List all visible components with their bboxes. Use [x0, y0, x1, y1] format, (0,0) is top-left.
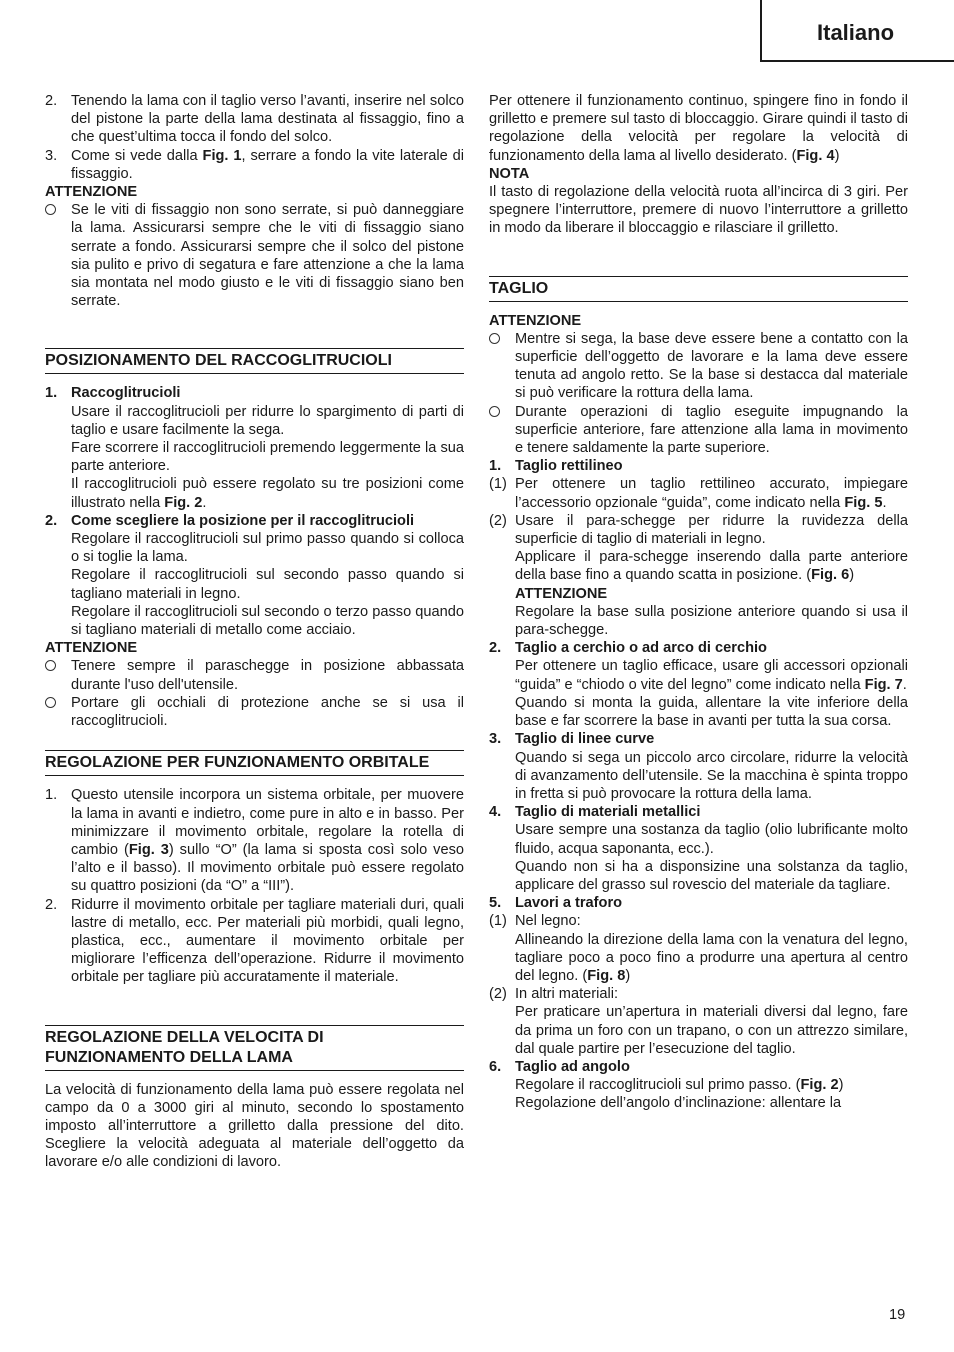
subheading: Lavori a traforo	[515, 895, 623, 912]
figure-ref: Fig. 4	[796, 147, 835, 164]
right-column: Per ottenere il funzionamento continuo, spingere fino in fondo il grilletto e premere sul tasto di bloccaggio. Girare quindi il tasto di regolazione della velocità per regolare la velocità di funzionamento della lama al livello desiderato. (Fig. 4) NOTA Il tasto di regolazione della velocità ruota all’incirca di 3 giri. Per spegnere l’interruttore, premere di nuovo l’interruttore a grilletto in modo da liberare il bloccaggio e rilasciare il grilletto. TAGLIO ATTENZIONE Mentre si sega, la base deve essere bene a contatto con la superficie dell’oggetto de lavorare e la lama deve essere tenuta ad angolo retto. Se la base si destacca dal materiale si può verificare la rottura della lama. Durante operazioni di taglio eseguite impugnando la superficie anteriore, fare attenzione alla lama in movimento e tenere saldamente la parte superiore. 1. Taglio rettilineo (1) Per ottenere un taglio rettilineo accurato, impiegare l’accessorio opzionale “guida”, come indicato nella Fig. 5. (2) Usare il para-schegge per ridurre la ruvidezza della superficie di taglio di materiali in legno. Applicare il para-schegge inserendo dalla parte anteriore della base fino a quando scatta in posizione. (Fig. 6) ATTENZIONE Regolare la base sulla posizione anteriore quando si usa il para-schegge. 2. Taglio a cerchio o ad arco di cerchio Per ottenere un taglio efficace, usare gli accessori opzionali “guida” e “chiodo o vite del legno” come indicato nella Fig. 7. Quando si monta la guida, allentare la vite inferiore della base e far scorrere la base in avanti per tutta la sua corsa. 3. Taglio di linee curve Quando si sega un piccolo arco circolare, ridurre la velocità di avanzamento dell’utensile. Se la macchina è spinta troppo in fretta si può provocare la rottura della lama. 4. Taglio di materiali metallici Usare sempre una sostanza da taglio (olio lubrificante molto fluido, acqua saponanta, ecc.). Quando non si ha a disponsizine una solstanza da taglio, applicare del grasso sul rovescio del materiale da tagliare. 5. Lavori a traforo (1) Nel legno: Allineando la direzione della lama con la venatura del legno, tagliare poco a poco fino a produrre una apertura al centro del legno. (Fig. 8) (2) In altri materiali: Per praticare un’apertura in materiali diversi dal legno, fare da prima un foro con un trapano, o con un attrezzo similare, dal quale partire per l’esecuzione del taglio. 6. Taglio ad angolo Regolare il raccoglitrucioli sul primo passo. (Fig. 2) Regolazione dell’angolo d’inclinazione: allentare la	[489, 93, 908, 1112]
figure-ref: Fig. 8	[587, 967, 626, 984]
caution-heading: ATTENZIONE	[489, 312, 582, 329]
list-item: 2. Taglio a cerchio o ad arco di cerchio	[489, 639, 908, 657]
subheading: Taglio di linee curve	[515, 731, 655, 748]
circle-bullet-icon	[45, 660, 56, 671]
figure-ref: Fig. 2	[800, 1077, 839, 1094]
subheading: Taglio ad angolo	[515, 1058, 630, 1075]
list-item: 3. Taglio di linee curve	[489, 730, 908, 748]
caution-heading: ATTENZIONE	[45, 184, 138, 201]
list-item: 2. Ridurre il movimento orbitale per tagliare materiali duri, quali lastre di metallo, ecc. Per materiali più morbidi, quali legno, plastica, ecc., aumentare il movimento orbitale per migliorare l’efficenza dell’operazione. Ridurre il movimento orbitale per tagliare più accuratamente il materiale.	[45, 896, 464, 986]
subheading: Taglio di materiali metallici	[515, 804, 701, 821]
paragraph: Per ottenere il funzionamento continuo, spingere fino in fondo il grilletto e premere sul tasto di bloccaggio. Girare quindi il tasto di regolazione della velocità per regolare la velocità di funzionamento della lama al livello desiderato. (Fig. 4)	[489, 93, 908, 164]
bullet-item: Portare gli occhiali di protezione anche se si usa il raccoglitrucioli.	[45, 694, 464, 730]
list-item: 1. Questo utensile incorpora un sistema orbitale, per muovere la lama in avanti e indietro, come pure in alto e in basso. Per minimizzare il movimento orbitale, regolare la rotella di cambio (Fig. 3) sullo “O” (la lama si sposta così solo veso l’alto e il basso). Il movimento orbitale può essere regolato su quattro posizioni (da “O” a “III”).	[45, 787, 465, 895]
bullet-item: Se le viti di fissaggio non sono serrate, si può danneggiare la lama. Assicurarsi sempre che le viti di fissaggio siano serrate a fondo. Assicurarsi sempre che il solco del pistone sia pulito e privo di segatura e fare attenzione a che la lama sia montata nel modo giusto e le viti di fissaggio siano ben serrate.	[45, 201, 464, 310]
subheading: Raccoglitrucioli	[71, 385, 181, 402]
paragraph: La velocità di funzionamento della lama può essere regolata nel campo da 0 a 3000 giri al minuto, secondo lo spostamento imposto all’interruttore a grilletto dalla pressione del dito. Scegliere la velocità adeguata al materiale dell’oggetto da lavorare e/o alle condizioni di lavoro.	[45, 1081, 464, 1171]
list-item: 2. Come scegliere la posizione per il raccoglitrucioli	[45, 512, 464, 530]
section-heading-velocita: REGOLAZIONE DELLA VELOCITA DI FUNZIONAMENTO DELLA LAMA	[45, 1025, 464, 1071]
section-heading-taglio: TAGLIO	[489, 276, 908, 302]
list-item: (1) Nel legno:	[489, 913, 581, 930]
item-text: Tenendo la lama con il taglio verso l’avanti, inserire nel solco del pistone la parte della lama destinata al fissaggio, fino a che quest’ultima tocca il fondo del solco.	[71, 93, 464, 146]
figure-ref: Fig. 6	[811, 567, 850, 584]
section-heading-raccoglitrucioli: POSIZIONAMENTO DEL RACCOGLITRUCIOLI	[45, 348, 464, 374]
bullet-item: Durante operazioni di taglio eseguite impugnando la superficie anteriore, fare attenzione alla lama in movimento e tenere saldamente la parte superiore.	[489, 403, 908, 458]
bullet-item: Tenere sempre il paraschegge in posizione abbassata durante l'uso dell'utensile.	[45, 657, 464, 693]
language-label: Italiano	[817, 20, 895, 45]
figure-ref: Fig. 3	[128, 841, 169, 858]
figure-ref: Fig. 1	[202, 147, 242, 164]
list-item: (1) Per ottenere un taglio rettilineo accurato, impiegare l’accessorio opzionale “guida”, come indicato nella Fig. 5.	[489, 476, 908, 511]
figure-ref: Fig. 7	[864, 676, 903, 693]
circle-bullet-icon	[489, 406, 500, 417]
subheading: Come scegliere la posizione per il raccoglitrucioli	[71, 512, 415, 529]
paragraph: Il tasto di regolazione della velocità ruota all’incirca di 3 giri. Per spegnere l’interruttore, premere di nuovo l’interruttore a grilletto in modo da liberare il bloccaggio e rilasciare il grilletto.	[489, 184, 908, 237]
list-item: 6. Taglio ad angolo	[489, 1058, 908, 1076]
subheading: Taglio a cerchio o ad arco di cerchio	[515, 640, 767, 657]
circle-bullet-icon	[489, 333, 500, 344]
list-item: (2) Usare il para-schegge per ridurre la ruvidezza della superficie di taglio di materiali in legno.	[489, 512, 908, 548]
note-heading: NOTA	[489, 165, 530, 182]
list-item: 1. Taglio rettilineo	[489, 457, 908, 475]
circle-bullet-icon	[45, 697, 56, 708]
circle-bullet-icon	[45, 204, 56, 215]
figure-ref: Fig. 2	[164, 494, 203, 511]
list-item: 4. Taglio di materiali metallici	[489, 803, 908, 821]
list-item: (2) In altri materiali:	[489, 986, 618, 1003]
list-item: 1. Raccoglitrucioli	[45, 384, 464, 402]
item-text: Come si vede dalla Fig. 1, serrare a fondo la vite laterale di fissaggio.	[71, 147, 464, 182]
language-tab	[760, 0, 954, 62]
list-item: 5. Lavori a traforo	[489, 894, 908, 912]
list-item	[45, 92, 464, 147]
item-number: 2.	[45, 93, 58, 109]
caution-heading: ATTENZIONE	[45, 640, 138, 657]
list-item	[45, 147, 464, 183]
page-number: 19	[889, 1307, 906, 1323]
subheading: Taglio rettilineo	[515, 458, 623, 475]
section-heading-orbitale: REGOLAZIONE PER FUNZIONAMENTO ORBITALE	[45, 750, 464, 776]
left-column: 2. Tenendo la lama con il taglio verso l’avanti, inserire nel solco del pistone la parte della lama destinata al fissaggio, fino a che quest’ultima tocca il fondo del solco. 3. Come si vede dalla Fig. 1, serrare a fondo la vite laterale di fissaggio. ATTENZIONE Se le viti di fissaggio non sono serrate, si può danneggiare la lama. Assicurarsi sempre che le viti di fissaggio siano serrate a fondo. Assicurarsi sempre che il solco del pistone sia pulito e privo di segatura e fare attenzione a che la lama sia montata nel modo giusto e le viti di fissaggio siano ben serrate. POSIZIONAMENTO DEL RACCOGLITRUCIOLI 1. Raccoglitrucioli Usare il raccoglitrucioli per ridurre lo spargimento di parti di taglio e usare facilmente la sega. Fare scorrere il raccoglitrucioli premendo leggermente la sua parte anteriore. Il raccoglitrucioli può essere regolato su tre posizioni come illustrato nella Fig. 2. 2. Come scegliere la posizione per il raccoglitrucioli Regolare il raccoglitrucioli sul primo passo quando si colloca o si toglie la lama. Regolare il raccoglitrucioli sul secondo passo quando si tagliano materiali in legno. Regolare il raccoglitrucioli sul secondo o terzo passo quando si tagliano materiali di metallo come acciaio. ATTENZIONE Tenere sempre il paraschegge in posizione abbassata durante l'uso dell'utensile. Portare gli occhiali di protezione anche se si usa il raccoglitrucioli. REGOLAZIONE PER FUNZIONAMENTO ORBITALE 1. Questo utensile incorpora un sistema orbitale, per muovere la lama in avanti e indietro, come pure in alto e in basso. Per minimizzare il movimento orbitale, regolare la rotella di cambio (Fig. 3) sullo “O” (la lama si sposta così solo veso l’alto e il basso). Il movimento orbitale può essere regolato su quattro posizioni (da “O” a “III”). 2. Ridurre il movimento orbitale per tagliare materiali duri, quali lastre di metallo, ecc. Per materiali più morbidi, quali legno, plastica, ecc., aumentare il movimento orbitale per migliorare l’efficenza dell’operazione. Ridurre il movimento orbitale per tagliare più accuratamente il materiale. REGOLAZIONE DELLA VELOCITA DI FUNZIONAMENTO DELLA LAMA La velocità di funzionamento della lama può essere regolata nel campo da 0 a 3000 giri al minuto, secondo lo spostamento imposto all’interruttore a grilletto dalla pressione del dito. Scegliere la velocità adeguata al materiale dell’oggetto da lavorare e/o alle condizioni di lavoro.	[45, 93, 465, 1171]
figure-ref: Fig. 5	[844, 494, 883, 511]
bullet-item: Mentre si sega, la base deve essere bene a contatto con la superficie dell’oggetto de lavorare e la lama deve essere tenuta ad angolo retto. Se la base si destacca dal materiale si può verificare la rottura della lama.	[489, 330, 908, 403]
caution-heading: ATTENZIONE	[515, 585, 608, 602]
item-number: 3.	[45, 147, 58, 164]
